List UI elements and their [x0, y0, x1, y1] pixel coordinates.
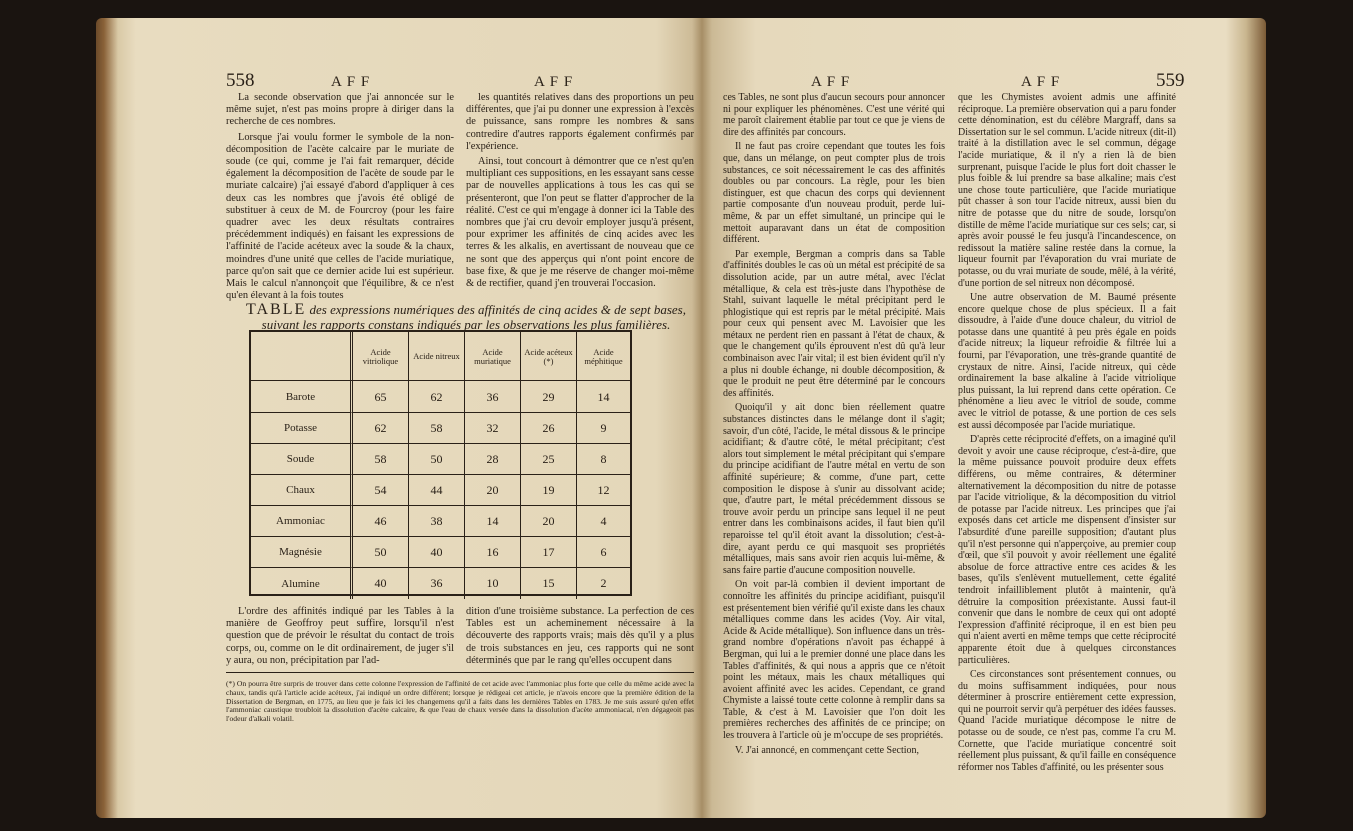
column-header: Acide muriatique	[465, 332, 521, 382]
footnote-rule	[226, 672, 694, 673]
table-cell: 2	[600, 576, 607, 590]
row-label: Soude	[251, 444, 353, 475]
running-head: A F F	[331, 74, 371, 90]
table-cell: 36	[465, 382, 521, 413]
header-rule	[251, 380, 630, 381]
footnote: (*) On pourra être surpris de trouver dans cette colonne l'expression de l'affinité de cet acide avec l'ammoniac plus forte que celle du même acide avec la chaux, tandis qu'à l'article acide acéteux, j'ai indiqué un ordre différent; lorsque je rédigeai cet article, je n'avois encore que la première édition de la Dissertation de Bergman, en 1775, au lieu que je fais ici les changemens qu'il a faits dans les dernières Tables en 1783. Je me suis assuré qu'en effet l'ammoniac caustique troubloit la dissolution d'acète calcaire, & que l'eau de chaux versée dans la dissolution d'acète ammoniacal, n'en dégageoit pas l'odeur d'alkali volatil.	[226, 679, 694, 724]
column-header: Acide nitreux	[409, 332, 465, 382]
table-cell: 28	[465, 444, 521, 475]
paragraph: dition d'une troisième substance. La perfection de ces Tables est un acheminement nécessaire à la découverte des rapports vrais; mais dès qu'il y a plus de trois substances en jeu, ces rapports qui ne sont déterminés que par le rang qu'elles occupent dans	[466, 606, 694, 666]
paragraph: Quoiqu'il y ait donc bien réellement quatre substances distinctes dans le mélange dont il s'agit; savoir, d'un côté, l'acide, le métal dissous & le principe acidifiant; & d'autre côté, le métal précipitant; c'est alors tout simplement le métal précipitant qui s'empare du principe acidifiant de l'autre métal en vertu de son affinité supérieure; & comme, d'une part, cette composition le dispose à s'unir au dissolvant acide; que, d'autre part, le métal précédemment dissous se trouve avoir perdu un principe sans lequel il ne peut entrer dans les combinaisons acides, il faut bien qu'il reparoisse tel qu'il étoit avant la dissolution; c'est-à-dire, ayant perdu ce qui masquoit ses propriétés métalliques, mais sans avoir rien acquis lui-même, & sans faire partie d'aucune composition nouvelle.	[723, 402, 945, 576]
table-cell: 58	[353, 444, 409, 475]
paragraph: V. J'ai annoncé, en commençant cette Section,	[735, 744, 920, 756]
row-label: Potasse	[251, 413, 353, 444]
table-cell: 36	[409, 568, 465, 599]
table-cell: 50	[409, 444, 465, 475]
row-label: Barote	[251, 382, 353, 413]
table-cell: 54	[353, 475, 409, 506]
table-cell: 15	[521, 568, 577, 599]
table-cell: 6	[577, 537, 630, 568]
page-number: 558	[226, 70, 255, 91]
paragraph: On voit par-là combien il devient important de connoître les affinités du principe acidifiant, puisqu'il est présentement bien vérifié qu'il existe dans les chaux métalliques comme dans les acides (Voy. Air vital, Acide & Acide métallique). Son influence dans un très-grand nombre d'opérations n'avoit pas échappé à Bergman, qui lui a le premier donné une place dans les Tables d'affinités, & qui nous a appris que ce n'étoit point les métaux, mais les chaux métalliques qui avoient affinité avec les acides. Cependant, ce grand Chymiste a laissé toute cette colonne à remplir dans sa Table, & c'est à M. Lavoisier que l'on doit les premières recherches des affinités de ce principe; on les trouvera à l'article où je m'occupe de ses propriétés.	[723, 579, 945, 742]
column-header: Acide vitriolique	[353, 332, 409, 382]
table-cell: 14	[465, 506, 521, 537]
table-cell: 4	[577, 506, 630, 537]
left-column-1	[226, 92, 454, 305]
paragraph: ces Tables, ne sont plus d'aucun secours pour annoncer ni pour expliquer les phénomènes. C'est une vérité qui me paroît clairement établie par tout ce que je viens de dire des affinités par concours.	[723, 92, 945, 138]
table-cell: 38	[409, 506, 465, 537]
table-title	[226, 302, 706, 332]
table-title-text: des expressions numériques des affinités de cinq acides & de sept bases, suivant les rapports constans indiqués par les observations les plus familières.	[261, 302, 686, 332]
table-cell: 58	[409, 413, 465, 444]
paragraph: les quantités relatives dans des proportions un peu différentes, que j'ai pu donner une expression à l'excès de puissance, sans rompre les nombres & sans contredire d'autres rapports également confirmés par l'expérience.	[466, 92, 694, 152]
affinity-table	[249, 330, 632, 596]
open-book	[96, 18, 1266, 818]
right-column-2	[958, 92, 1176, 776]
page-number: 559	[1156, 70, 1185, 91]
column-header: Acide acéteux (*)	[521, 332, 577, 382]
running-head: A F F	[811, 74, 851, 90]
right-page	[701, 18, 1266, 818]
paragraph: L'ordre des affinités indiqué par les Tables à la manière de Geoffroy peut suffire, lorsqu'il n'est question que de prévoir le résultat du contact de trois corps, ou, comme on le dit ordinairement, de juger s'il y aura, ou non, précipitation par l'ad-	[226, 606, 454, 666]
table-cell: 26	[521, 413, 577, 444]
row-label: Magnésie	[251, 537, 353, 568]
paragraph: Par exemple, Bergman a compris dans sa Table d'affinités doubles le cas où un métal est précipité de sa dissolution acide, par un autre métal, avec l'éclat métallique, & cela est très-juste dans l'hypothèse de Stahl, suivant laquelle le métal précipitant perd le phlogistique qui est repris par le métal précipité. Mais pour ceux qui pensent avec M. Lavoisier que les métaux ne perdent rien en passant à l'état de chaux, & que le changement qu'ils éprouvent n'est dû qu'à leur combinaison avec l'air vital; il est bien évident qu'il n'y a plus ni double échange, ni double décomposition, & que le produit ne peut être déterminé par le concours des affinités.	[723, 248, 945, 399]
table-cell: 62	[409, 382, 465, 413]
right-column-1	[723, 92, 945, 759]
table-cell: 14	[577, 382, 630, 413]
running-head: A F F	[534, 74, 574, 90]
table-cell: 20	[465, 475, 521, 506]
table-cell: 16	[465, 537, 521, 568]
paragraph: D'après cette réciprocité d'effets, on a imaginé qu'il devoit y avoir une cause réciproque, c'est-à-dire, que la même puissance pouvoit produire deux effets différens, ou même contraires, & déterminer alternativement la décomposition du nitre de potasse par l'acide vitriolique, & la décomposition du vitriol de potasse par l'acide nitreux. Les principes que j'ai exposés dans cet article me dispensent d'insister sur l'absurdité d'une pareille supposition; d'autant plus qu'il n'est personne qui n'apperçoive, au premier coup d'œil, que s'il pouvoit y avoir réellement une égalité absolue de force attractive entre ces acides & les bases, qu'ils s'enlèvent mutuellement, cette égalité tendroit infailliblement plutôt à maintenir, qu'à détruire la composition préexistante. Aussi faut-il convenir que dans le nombre de ceux qui ont adopté l'expression d'affinité réciproque, il en est bien peu qui n'aient averti en même temps que cette réciprocité apparente étoit due à quelques circonstances particulières.	[958, 434, 1176, 666]
left-after-column-2	[466, 606, 694, 670]
table-cell: 9	[577, 413, 630, 444]
running-head: A F F	[1021, 74, 1061, 90]
table-cell: 17	[521, 537, 577, 568]
paragraph: que les Chymistes avoient admis une affinité réciproque. La première observation qui a paru fonder cette dénomination, est du célèbre Margraff, dans sa Dissertation sur le sel commun. L'acide nitreux (dit-il) traité à la distillation avec le sel commun, dégage l'acide muriatique, & il n'y a rien là de bien surprenant, puisque l'acide le plus fort doit chasser le plus foible & lui prendre sa base alkaline; mais c'est une chose toute particulière, que l'acide muriatique pût chasser à son tour l'acide nitreux, aussi bien du nitre de potasse que du nitre de soude, lorsqu'on distille de même l'acide muriatique sur ces sels; car, si après avoir poussé le feu jusqu'à l'incandescence, on redissout la matière saline restée dans la cornue, la liqueur fournit par l'évaporation du vrai muriate de potasse, ou du vrai muriate de soude, mêlé, à la vérité, d'une portion de sel nitreux non décomposé.	[958, 92, 1176, 289]
paragraph: Ainsi, tout concourt à démontrer que ce n'est qu'en multipliant ces suppositions, en les essayant sans cesse par de nouvelles applications à tous les cas qui se présenteront, que l'on peut se flatter d'approcher de la réalité. C'est ce qui m'engage à donner ici la Table des nombres que j'ai cru devoir employer jusqu'à présent, pour exprimer les affinités de cinq acides avec les terres & les alkalis, en avertissant de nouveau que ce ne sont que des apperçus qui n'ont point encore de base fixe, & que je me réserve de changer moi-même & de rectifier, quand j'en trouverai l'occasion.	[466, 156, 694, 290]
table-cell: 12	[577, 475, 630, 506]
table-corner	[251, 332, 353, 382]
table-title-word: TABLE	[246, 301, 307, 318]
table-cell: 50	[353, 537, 409, 568]
table-cell: 19	[521, 475, 577, 506]
row-label: Ammoniac	[251, 506, 353, 537]
paragraph: Il ne faut pas croire cependant que toutes les fois que, dans un mélange, on peut compter plus de trois substances, ce soit nécessairement le cas des affinités doubles ou par concours. La règle, pour les bien distinguer, est que chacun des corps qui deviennent partie composante d'un nouveau produit, perde lui-même, & par un effet simultané, un principe qui le mettoit auparavant dans un état de composition différent.	[723, 141, 945, 246]
row-label: Alumine	[251, 568, 353, 599]
left-column-2	[466, 92, 694, 293]
table-cell: 10	[465, 568, 521, 599]
paragraph: Lorsque j'ai voulu former le symbole de la non-décomposition de l'acète calcaire par le muriate de soude (ce qui, comme je l'ai fait remarquer, décide également la décomposition de l'acète de soude par le muriate calcaire) j'ai essayé d'abord d'appliquer à ces deux cas les nombres que j'avois été obligé de substituer à ceux de M. de Fourcroy (pour les faire quadrer avec les deux résultats contraires précédemment indiqués) en faisant les expressions de l'affinité de l'acide acéteux avec la soude & la chaux, moindres d'une unité que celles de l'acide muriatique, parce qu'on sait que ce dernier acide lui est supérieur. Mais le calcul n'annonçoit que l'équilibre, & ce n'est qu'en élevant à la fois toutes	[226, 131, 454, 302]
left-after-column-1	[226, 606, 454, 670]
row-label: Chaux	[251, 475, 353, 506]
table-cell: 32	[465, 413, 521, 444]
column-header: Acide méphitique	[584, 346, 623, 366]
paragraph: Une autre observation de M. Baumé présente encore quelque chose de plus spécieux. Il a fait dissoudre, à l'aide d'une douce chaleur, du vitriol de potasse dans une quantité à peu près égale en poids d'acide nitreux; la liqueur refroidie & filtrée lui a fourni, par l'évaporation, une très-grande quantité de crystaux de nitre. Ainsi, l'acide nitreux, qui cède ordinairement la base alkaline à l'acide vitriolique plus puissant, la lui reprend dans cette opération. Ce phénomène a lieu avec le vitriol de soude, comme avec le vitriol de potasse, & une portion de ces sels est aussi décomposée par l'acide muriatique.	[958, 292, 1176, 431]
table-cell: 40	[353, 568, 409, 599]
table-cell: 62	[353, 413, 409, 444]
table-cell: 20	[521, 506, 577, 537]
left-page	[96, 18, 701, 818]
table-cell: 44	[409, 475, 465, 506]
table-cell: 25	[521, 444, 577, 475]
paragraph: Ces circonstances sont présentement connues, ou du moins suffisamment indiquées, pour nous déterminer à proscrire entièrement cette expression, qui ne pourroit servir qu'à perpétuer des idées fausses. Quand l'acide muriatique décompose le nitre de potasse ou de soude, ce n'est pas, comme l'a cru M. Cornette, que l'acide muriatique concentré soit réellement plus puissant, & qu'il faille en conséquence réformer nos Tables d'affinité, ou les présenter sous	[958, 669, 1176, 773]
table-cell: 29	[521, 382, 577, 413]
table-cell: 65	[353, 382, 409, 413]
table-cell: 46	[353, 506, 409, 537]
paragraph: La seconde observation que j'ai annoncée sur le même sujet, n'est pas moins propre à diriger dans la recherche de ces nombres.	[226, 92, 454, 128]
table-cell: 8	[577, 444, 630, 475]
table-cell: 40	[409, 537, 465, 568]
